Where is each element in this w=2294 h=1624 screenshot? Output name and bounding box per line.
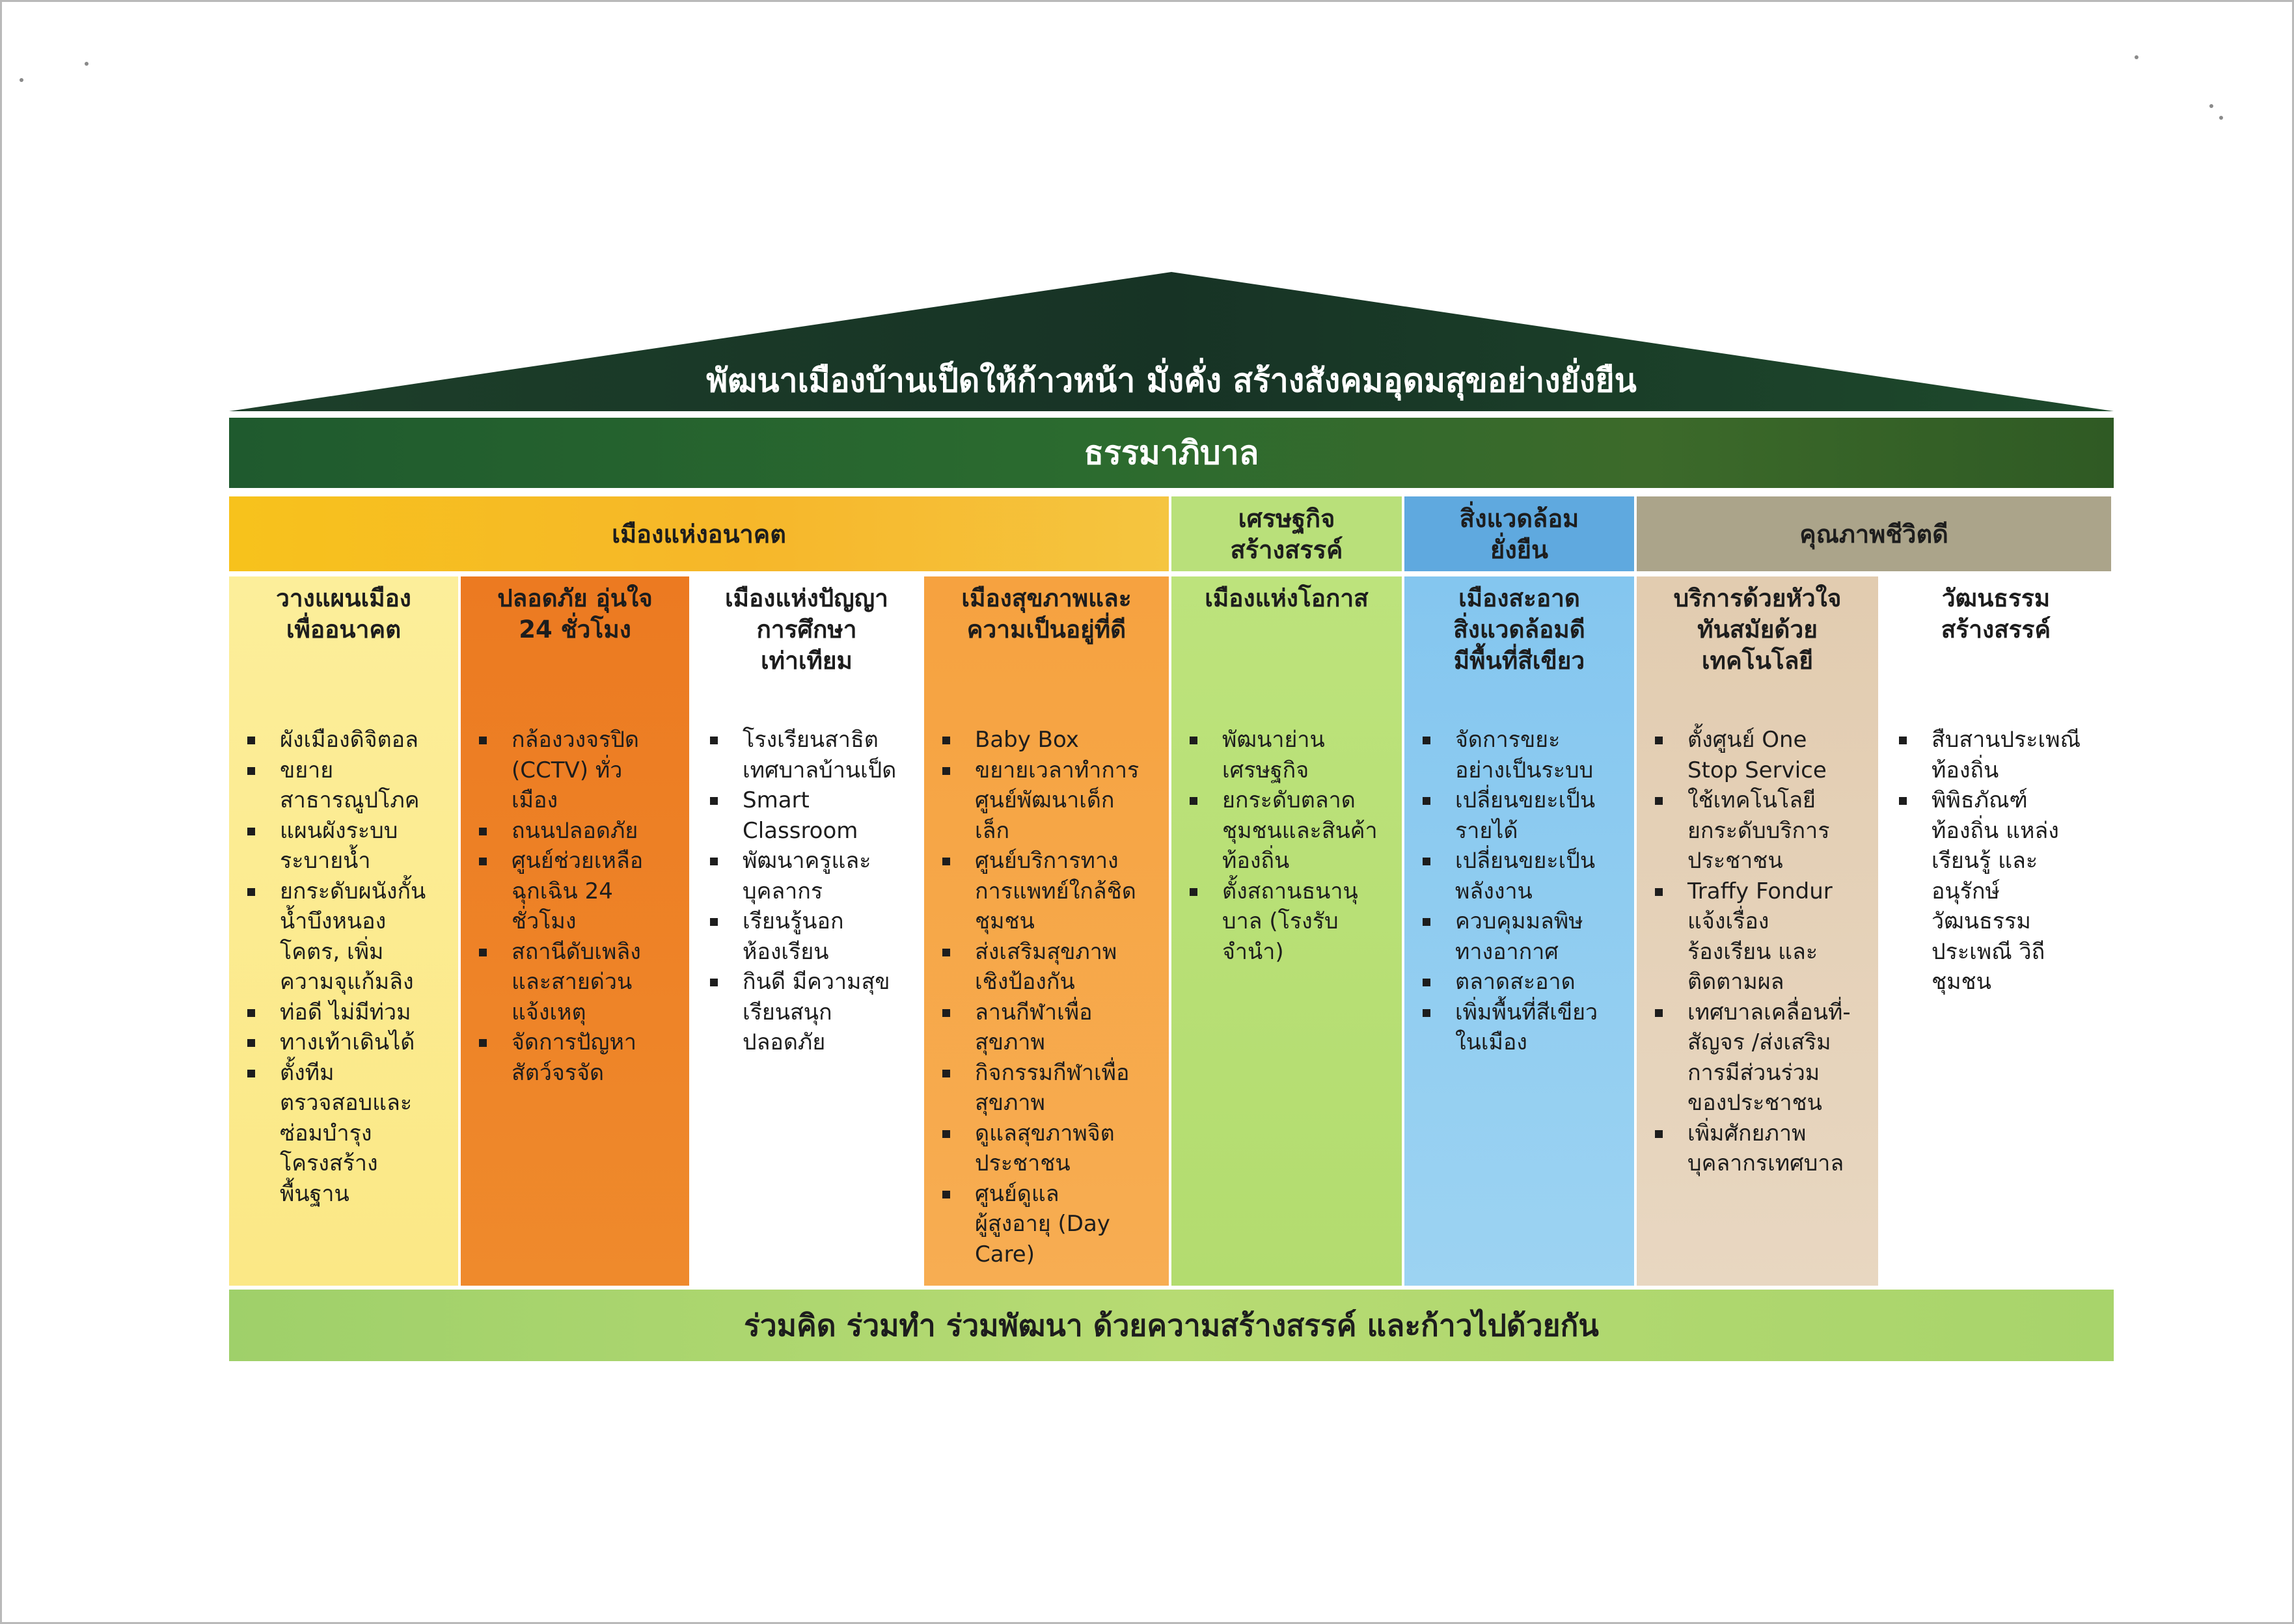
text-line: Classroom: [743, 817, 858, 844]
text-line: ทางเท้าเดินได้: [280, 1029, 415, 1055]
text-line: ใช้เทคโนโลยี: [1687, 787, 1816, 813]
text-line: สัญจร /ส่งเสริม: [1687, 1029, 1831, 1055]
text-line: ระบายน้ำ: [280, 848, 371, 874]
text-line: Baby Box: [975, 727, 1079, 753]
category-header: [229, 496, 1169, 571]
text-line: เปลี่ยนขยะเป็น: [1455, 787, 1596, 813]
text-line: วัฒนธรรม: [1941, 584, 2051, 612]
text-line: ชุมชน: [975, 908, 1035, 934]
text-line: แผนผังระบบ: [280, 817, 398, 844]
text-line: สถานีดับเพลิง: [512, 938, 641, 965]
text-line: โคตร, เพิ่ม: [280, 938, 384, 965]
text-line: เมืองสุขภาพและ: [961, 584, 1132, 612]
text-line: ตั้งศูนย์ One: [1687, 727, 1807, 753]
text-line: ความจุแก้มลิง: [280, 969, 414, 995]
pillar-item: [1187, 876, 1395, 968]
pillar-item: [1187, 725, 1395, 785]
text-line: ซ่อมบำรุง: [280, 1120, 372, 1146]
text-line: โครงสร้าง: [280, 1150, 378, 1176]
pillar-item: [1652, 1118, 1872, 1179]
text-line: Traffy Fondur: [1687, 878, 1833, 904]
pillar-item: [707, 967, 915, 1058]
pillar-column: [461, 576, 689, 1286]
pillar-item: [245, 755, 452, 816]
text-line: เชิงป้องกัน: [975, 969, 1075, 995]
text-line: สืบสานประเพณี: [1932, 727, 2081, 753]
text-line: กินดี มีความสุข: [743, 969, 890, 995]
text-line: การศึกษา: [756, 616, 857, 643]
text-line: ทันสมัยด้วย: [1697, 616, 1818, 643]
pillar-column: [692, 576, 922, 1286]
pillar-item: [245, 876, 452, 997]
text-line: เพิ่มศักยภาพ: [1687, 1120, 1807, 1146]
pillar-title: [1881, 583, 2111, 645]
text-line: ส่งเสริมสุขภาพ: [975, 938, 1117, 965]
text-line: Smart: [743, 787, 810, 813]
text-line: และสายด่วน: [512, 969, 633, 995]
text-line: ท้องถิ่น: [1222, 848, 1290, 874]
text-line: ถนนปลอดภัย: [512, 817, 638, 844]
text-line: จัดการขยะ: [1455, 727, 1561, 753]
text-line: เทคโนโลยี: [1701, 647, 1814, 675]
pillar-item: [1652, 785, 1872, 876]
text-line: เทศบาลเคลื่อนที่-: [1687, 999, 1851, 1025]
pillar-item-list: [692, 725, 922, 1058]
text-line: ทางอากาศ: [1455, 938, 1559, 965]
text-line: ศูนย์บริการทาง: [975, 848, 1119, 874]
pillar-item: [245, 997, 452, 1028]
pillar-item: [245, 816, 452, 876]
text-line: กล้องวงจรปิด: [512, 727, 639, 753]
foundation-band: ร่วมคิด ร่วมทำ ร่วมพัฒนา ด้วยความสร้างสรรค์ และก้าวไปด้วยกัน: [229, 1290, 2114, 1361]
pillar-item: [476, 725, 683, 816]
text-line: ความเป็นอยู่ที่ดี: [966, 616, 1127, 643]
pillar-item: [707, 846, 915, 906]
text-line: Stop Service: [1687, 757, 1827, 783]
pillar-title: [461, 583, 689, 645]
pillar-item: [1652, 997, 1872, 1118]
pillar-column: [1881, 576, 2111, 1286]
text-line: เมืองแห่งอนาคต: [612, 519, 786, 548]
text-line: Care): [975, 1241, 1035, 1267]
text-line: เรียนสนุก: [743, 999, 832, 1025]
pillar-column: [1637, 576, 1878, 1286]
text-line: 24 ชั่วโมง: [519, 616, 631, 643]
text-line: ขยาย: [280, 757, 334, 783]
text-line: คุณภาพชีวิตดี: [1799, 519, 1948, 548]
text-line: ลานกีฬาเพื่อ: [975, 999, 1093, 1025]
pillar-column: [229, 576, 458, 1286]
text-line: เทศบาลบ้านเป็ด: [743, 757, 897, 783]
text-line: ประชาชน: [1687, 848, 1783, 874]
text-line: รายได้: [1455, 817, 1518, 844]
text-line: ผู้สูงอายุ (Day: [975, 1211, 1110, 1237]
pillar-item: [1187, 785, 1395, 876]
pillar-item: [1896, 785, 2105, 997]
text-line: ท่อดี ไม่มีท่วม: [280, 999, 411, 1025]
category-header: [1404, 496, 1634, 571]
text-line: เพื่ออนาคต: [286, 616, 402, 643]
pillar-column: [1171, 576, 1402, 1286]
text-line: วัฒนธรรม: [1932, 908, 2031, 934]
text-line: ตรวจสอบและ: [280, 1090, 413, 1116]
text-line: พื้นฐาน: [280, 1180, 349, 1207]
text-line: สาธารณูปโภค: [280, 787, 420, 813]
text-line: เล็ก: [975, 817, 1010, 844]
text-line: สิ่งแวดล้อมดี: [1453, 616, 1585, 643]
text-line: ตลาดสะอาด: [1455, 969, 1576, 995]
text-line: เศรษฐกิจ: [1238, 504, 1335, 533]
pillar-item: [1420, 725, 1628, 785]
pillar-item: [476, 937, 683, 1028]
category-header: [1637, 496, 2111, 571]
text-line: เรียนรู้ และ: [1932, 848, 2038, 874]
pillar-item: [940, 725, 1162, 755]
text-line: ตั้งทีม: [280, 1059, 335, 1086]
pillar-item: [245, 1058, 452, 1210]
text-line: เท่าเทียม: [761, 647, 853, 675]
text-line: ปลอดภัย: [743, 1029, 826, 1055]
text-line: จัดการปัญหา: [512, 1029, 636, 1055]
text-line: เปลี่ยนขยะเป็น: [1455, 848, 1596, 874]
text-line: ประเพณี วิถี: [1932, 938, 2045, 965]
text-line: ดูแลสุขภาพจิต: [975, 1120, 1115, 1146]
pillar-item: [940, 846, 1162, 937]
pillar-item: [1896, 725, 2105, 785]
pillar-title: [229, 583, 458, 645]
text-line: (CCTV) ทั่ว: [512, 757, 623, 783]
text-line: ติดตามผล: [1687, 969, 1784, 995]
text-line: ยั่งยืน: [1490, 535, 1549, 564]
pillar-item-list: [461, 725, 689, 1088]
pillar-title: [1404, 583, 1634, 677]
pillar-item: [707, 906, 915, 967]
pillar-item: [245, 1027, 452, 1058]
text-line: การมีส่วนร่วม: [1687, 1059, 1820, 1086]
text-line: เมืองสะอาด: [1458, 584, 1580, 612]
pillar-item-list: [229, 725, 458, 1209]
pillar-item-list: [924, 725, 1169, 1269]
text-line: แจ้งเหตุ: [512, 999, 586, 1025]
text-line: บริการด้วยหัวใจ: [1673, 584, 1842, 612]
text-line: ห้องเรียน: [743, 938, 829, 965]
pillar-item-list: [1881, 725, 2111, 997]
text-line: เศรษฐกิจ: [1222, 757, 1309, 783]
text-line: จำนำ): [1222, 938, 1284, 965]
text-line: มีพื้นที่สีเขียว: [1453, 647, 1585, 675]
pillar-item: [476, 816, 683, 846]
pillar-column: [924, 576, 1169, 1286]
text-line: บุคลากร: [743, 878, 823, 904]
text-line: การแพทย์ใกล้ชิด: [975, 878, 1136, 904]
pillar-item-list: [1171, 725, 1402, 967]
text-line: พัฒนาครูและ: [743, 848, 871, 874]
pillar-item: [707, 725, 915, 785]
pillar-item: [940, 1058, 1162, 1118]
pillar-item: [245, 725, 452, 755]
text-line: ของประชาชน: [1687, 1090, 1822, 1116]
text-line: ขยายเวลาทำการ: [975, 757, 1140, 783]
text-line: เพิ่มพื้นที่สีเขียว: [1455, 999, 1598, 1025]
pillar-item: [940, 997, 1162, 1058]
text-line: สุขภาพ: [975, 1029, 1045, 1055]
pillar-title: [924, 583, 1169, 645]
pillar-item: [1420, 997, 1628, 1058]
text-line: แจ้งเรื่อง: [1687, 908, 1769, 934]
category-header: [1171, 496, 1402, 571]
pillar-item: [1420, 785, 1628, 846]
text-line: ประชาชน: [975, 1150, 1071, 1176]
pillar-item: [1652, 725, 1872, 785]
text-line: โรงเรียนสาธิต: [743, 727, 879, 753]
pillar-title: [1637, 583, 1878, 677]
pillar-item-list: [1637, 725, 1878, 1179]
pillar-item: [940, 1179, 1162, 1270]
pillar-item: [1420, 967, 1628, 997]
text-line: วางแผนเมือง: [276, 584, 411, 612]
text-line: ตั้งสถานธนานุ: [1222, 878, 1358, 904]
vision-statement: พัฒนาเมืองบ้านเป็ดให้ก้าวหน้า มั่งคั่ง สร้างสังคมอุดมสุขอย่างยั่งยืน: [706, 361, 1637, 399]
pillar-title: [692, 583, 922, 677]
text-line: อย่างเป็นระบบ: [1455, 757, 1594, 783]
text-line: ยกระดับตลาด: [1222, 787, 1356, 813]
text-line: ยกระดับบริการ: [1687, 817, 1830, 844]
text-line: ยกระดับผนังกั้น: [280, 878, 426, 904]
text-line: เมืองแห่งปัญญา: [725, 584, 888, 612]
text-line: ปลอดภัย อุ่นใจ: [497, 584, 653, 612]
pillar-item: [940, 755, 1162, 846]
pillar-item: [476, 1027, 683, 1088]
text-line: บุคลากรเทศบาล: [1687, 1150, 1844, 1176]
text-line: เมืองแห่งโอกาส: [1205, 584, 1369, 612]
text-line: อนุรักษ์: [1932, 878, 2000, 904]
text-line: กิจกรรมกีฬาเพื่อ: [975, 1059, 1130, 1086]
text-line: พัฒนาย่าน: [1222, 727, 1325, 753]
text-line: ชุมชนและสินค้า: [1222, 817, 1378, 844]
text-line: ควบคุมมลพิษ: [1455, 908, 1583, 934]
text-line: ท้องถิ่น แหล่ง: [1932, 817, 2059, 844]
text-line: ศูนย์ช่วยเหลือ: [512, 848, 644, 874]
pillar-item: [1420, 906, 1628, 967]
governance-band: ธรรมาภิบาล: [229, 418, 2114, 488]
text-line: ชั่วโมง: [512, 908, 577, 934]
text-line: ฉุกเฉิน 24: [512, 878, 613, 904]
pillar-item: [1420, 846, 1628, 906]
text-line: พิพิธภัณฑ์: [1932, 787, 2028, 813]
pillar-item: [707, 785, 915, 846]
text-line: เรียนรู้นอก: [743, 908, 844, 934]
text-line: ในเมือง: [1455, 1029, 1527, 1055]
text-line: สัตว์จรจัด: [512, 1059, 605, 1086]
text-line: สิ่งแวดล้อม: [1459, 504, 1579, 533]
pillar-title: [1171, 583, 1402, 614]
text-line: สร้างสรรค์: [1941, 616, 2051, 643]
text-line: สร้างสรรค์: [1230, 535, 1343, 564]
text-line: ท้องถิ่น: [1932, 757, 1999, 783]
text-line: ผังเมืองดิจิตอล: [280, 727, 418, 753]
pillar-item-list: [1404, 725, 1634, 1058]
text-line: พลังงาน: [1455, 878, 1533, 904]
pillar-item: [940, 1118, 1162, 1179]
pillar-column: [1404, 576, 1634, 1286]
text-line: ศูนย์พัฒนาเด็ก: [975, 787, 1115, 813]
pillar-item: [476, 846, 683, 937]
text-line: บาล (โรงรับ: [1222, 908, 1339, 934]
text-line: น้ำบึงหนอง: [280, 908, 387, 934]
text-line: ศูนย์ดูแล: [975, 1180, 1059, 1207]
text-line: สุขภาพ: [975, 1090, 1045, 1116]
text-line: ร้องเรียน และ: [1687, 938, 1818, 965]
pillar-item: [1652, 876, 1872, 997]
text-line: ชุมชน: [1932, 969, 1991, 995]
pillar-item: [940, 937, 1162, 997]
text-line: เมือง: [512, 787, 558, 813]
